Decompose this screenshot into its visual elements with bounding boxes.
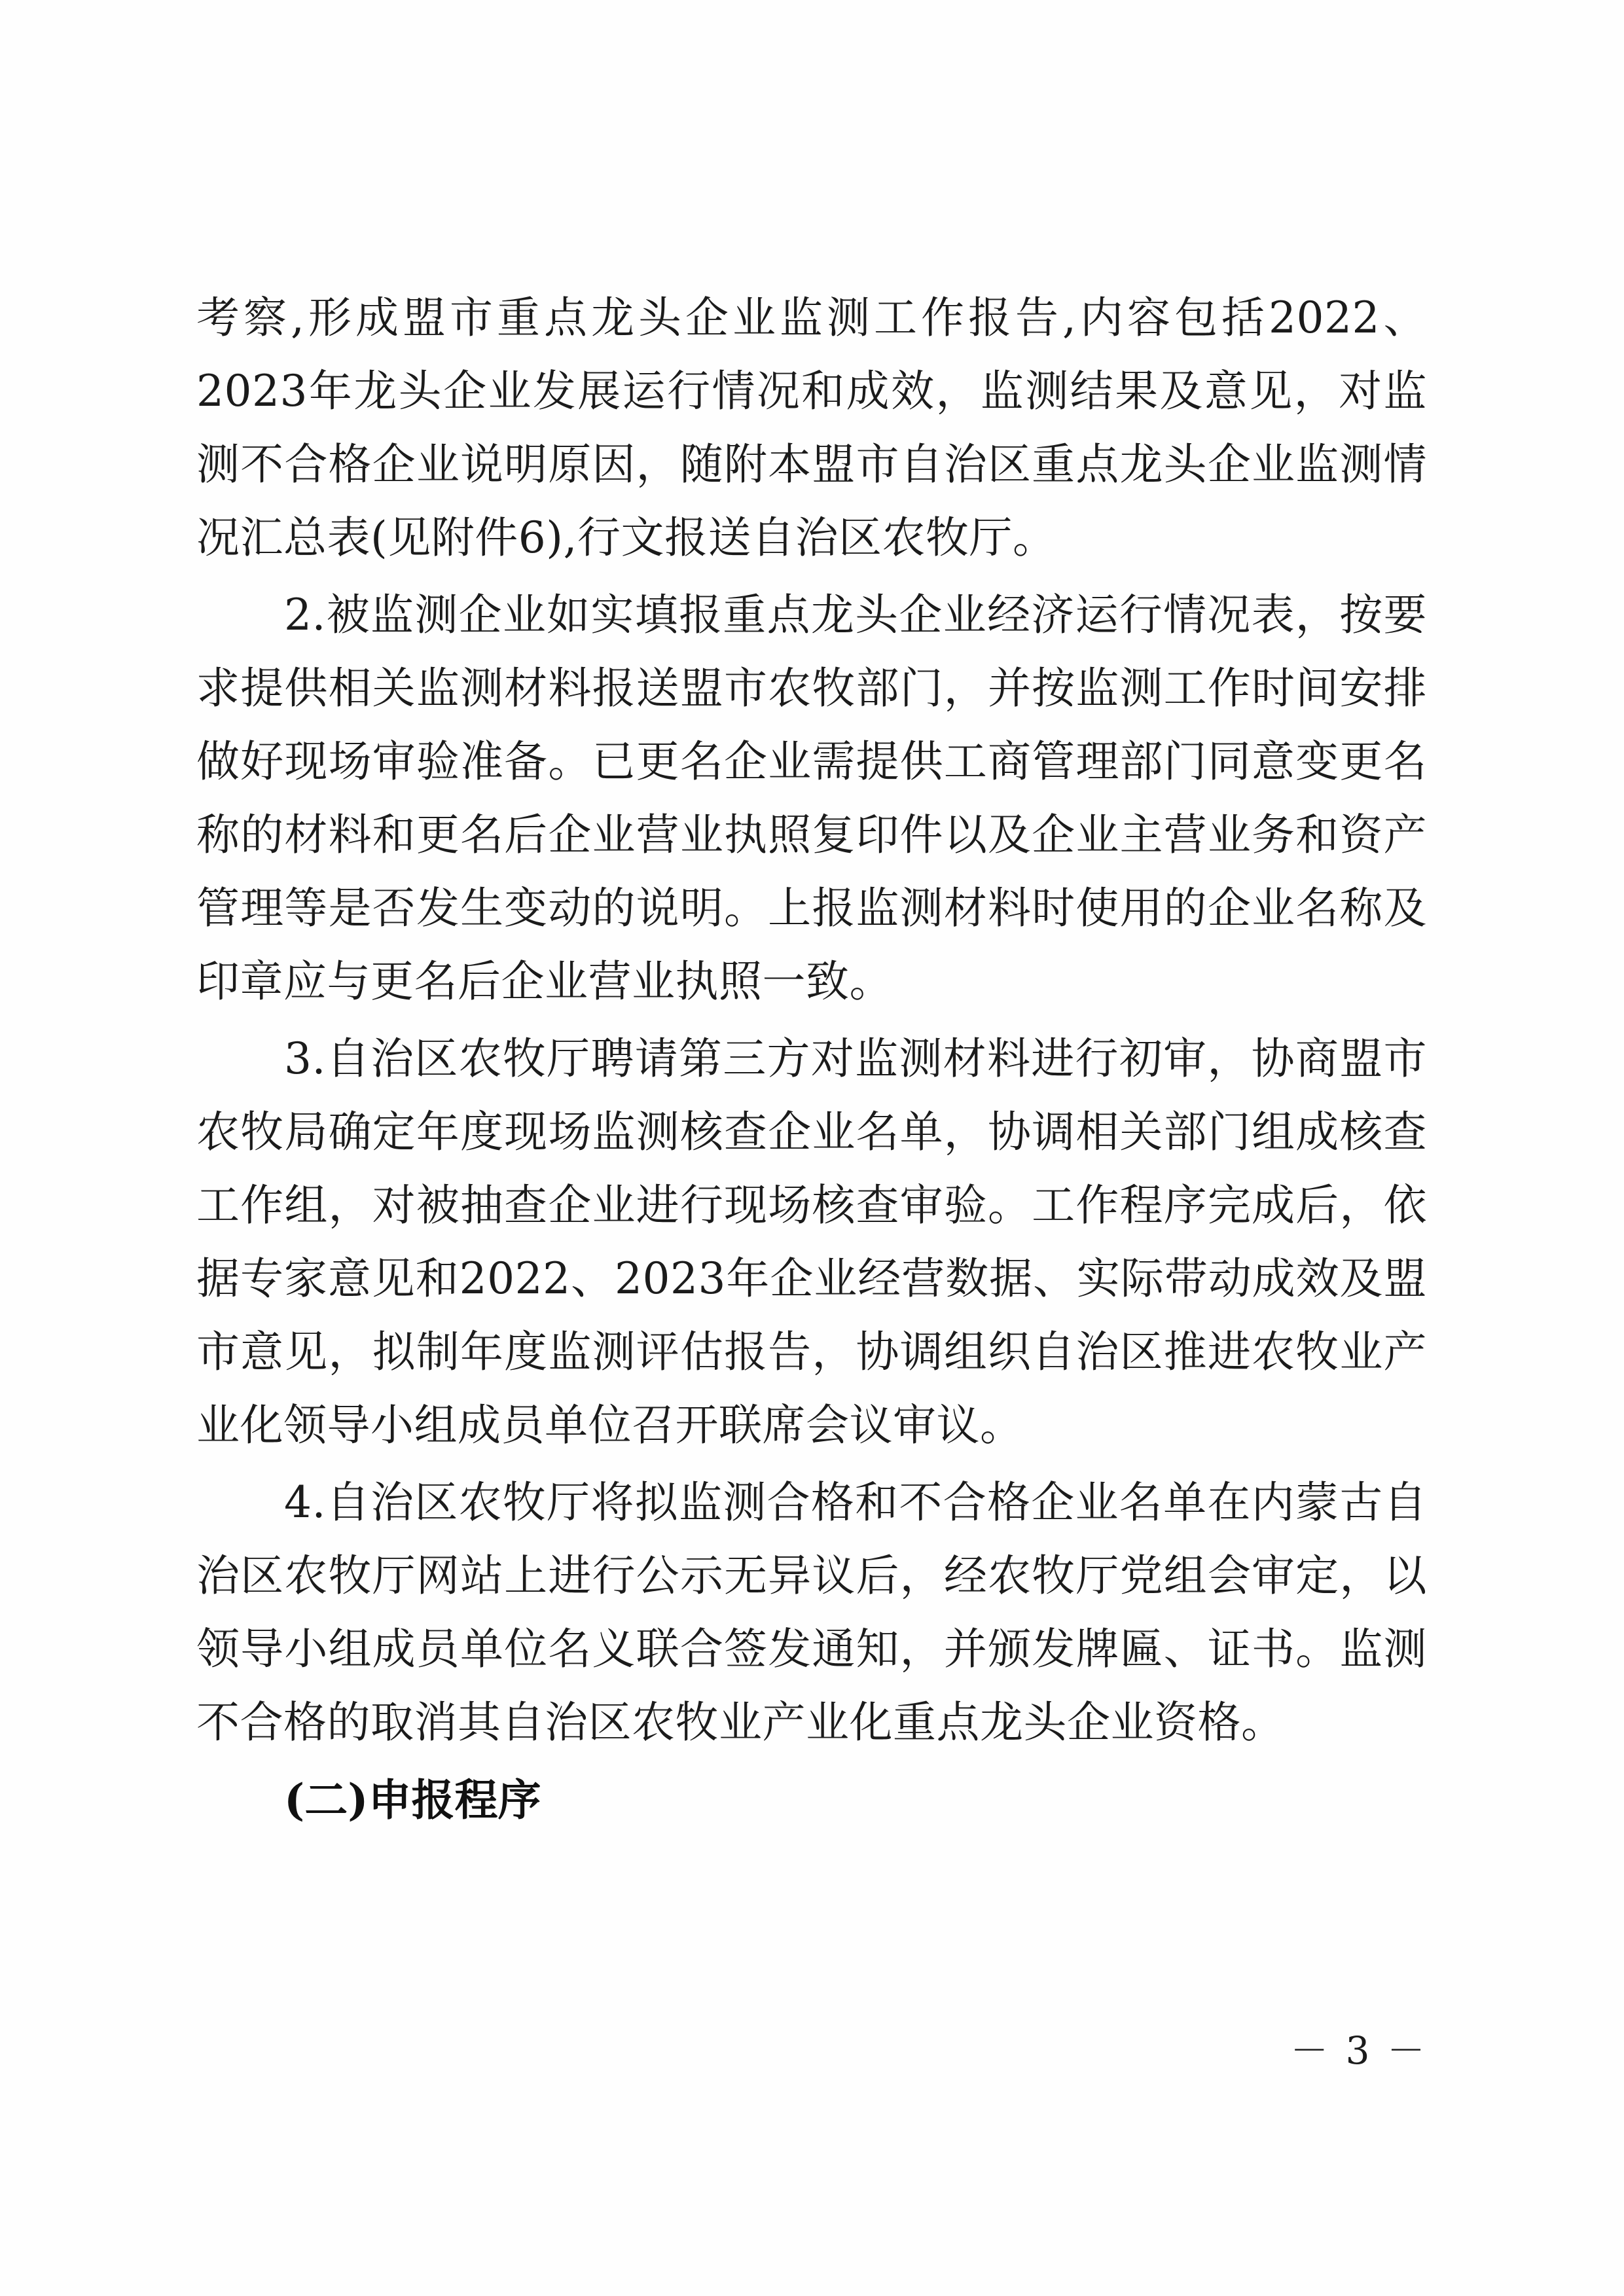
document-body — [196, 281, 1427, 1837]
page-number: － 3 － — [1290, 2028, 1428, 2073]
paragraph-continuation: 考察,形成盟市重点龙头企业监测工作报告,内容包括2022、2023年龙头企业发展运行情况和成效，监测结果及意见，对监测不合格企业说明原因，随附本盟市自治区重点龙头企业监测情况汇总表(见附件6),行文报送自治区农牧厅。 — [196, 293, 1427, 563]
paragraph-item-3: 3.自治区农牧厅聘请第三方对监测材料进行初审，协商盟市农牧局确定年度现场监测核查企业名单，协调相关部门组成核查工作组，对被抽查企业进行现场核查审验。工作程序完成后，依据专家意见和2022、2023年企业经营数据、实际带动成效及盟市意见，拟制年度监测评估报告，协调组织自治区推进农牧业产业化领导小组成员单位召开联席会议审议。 — [196, 1033, 1427, 1450]
section-heading-application-procedure: (二)申报程序 — [284, 1774, 541, 1825]
paragraph-item-2: 2.被监测企业如实填报重点龙头企业经济运行情况表，按要求提供相关监测材料报送盟市农牧部门，并按监测工作时间安排做好现场审验准备。已更名企业需提供工商管理部门同意变更名称的材料和更名后企业营业执照复印件以及企业主营业务和资产管理等是否发生变动的说明。上报监测材料时使用的企业名称及印章应与更名后企业营业执照一致。 — [196, 590, 1427, 1007]
paragraph-item-4: 4.自治区农牧厅将拟监测合格和不合格企业名单在内蒙古自治区农牧厅网站上进行公示无异议后，经农牧厅党组会审定，以领导小组成员单位名义联合签发通知，并颁发牌匾、证书。监测不合格的取消其自治区农牧业产业化重点龙头企业资格。 — [196, 1477, 1427, 1748]
